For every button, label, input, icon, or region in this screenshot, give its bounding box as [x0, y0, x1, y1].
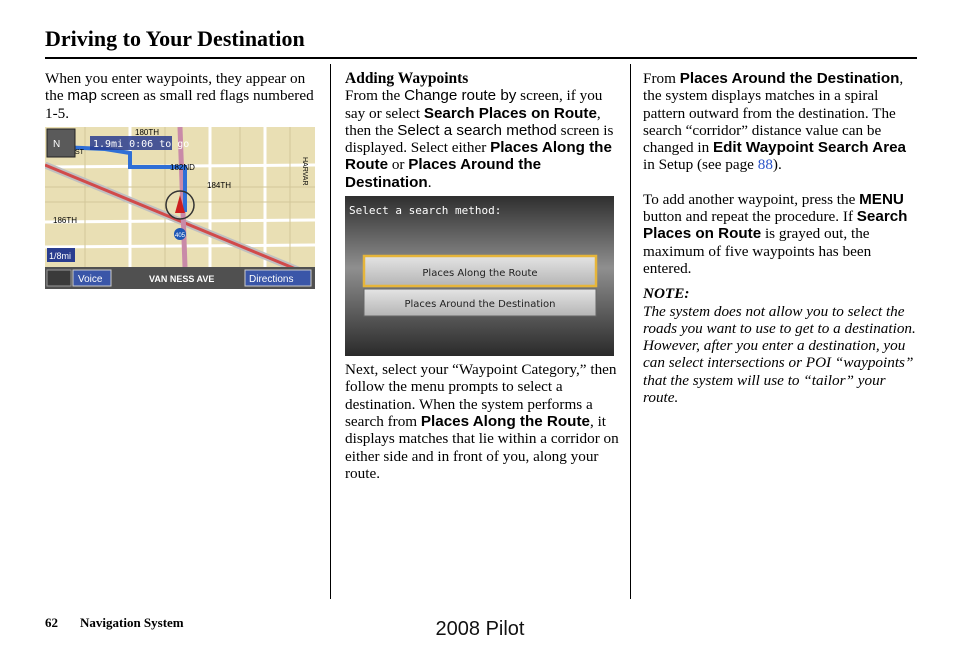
menu-header-text: Select a search method:	[349, 204, 502, 217]
term-edit-waypoint-search-area: Edit Waypoint Search Area	[713, 139, 906, 157]
term-search-places-on-route: Search Places on Route	[423, 104, 597, 122]
text-span: screen is displayed. Select either	[345, 121, 614, 157]
street-label-186th: 186TH	[53, 216, 78, 225]
note-label: NOTE:	[643, 285, 690, 303]
page-number: 62	[45, 615, 58, 630]
text-span: ).	[772, 156, 782, 174]
menu-option-along-route-label: Places Along the Route	[422, 268, 538, 279]
page-88-link[interactable]: 88	[757, 156, 773, 174]
term-places-along-the-route-2: Places Along the Route	[420, 412, 590, 430]
street-label-184th: 184TH	[207, 181, 232, 190]
term-menu-button: MENU	[859, 190, 904, 208]
map-scale: 1/8mi	[49, 251, 72, 261]
note-text: The system does not allow you to select the roads you want to use to get to a destination. However, after you enter a destination, you can select intersections or POI “waypoints” that the system will use to “tailor” your route.	[643, 302, 916, 407]
text-span: is grayed out, the maximum of five waypoints has been entered.	[643, 225, 872, 277]
menu-option-around-destination-label: Places Around the Destination	[404, 299, 556, 310]
column-3	[643, 70, 918, 406]
map-directions-label: Directions	[249, 274, 294, 285]
text-span: in Setup (see page	[643, 156, 758, 174]
term-places-around-the-destination-2: Places Around the Destination	[679, 70, 900, 87]
svg-text:N: N	[53, 139, 61, 150]
col2-paragraph-2	[345, 361, 620, 482]
text-span: From	[643, 70, 680, 87]
text-span: .	[427, 173, 432, 191]
text-span: , the system displays matches in a spiral pattern outward from the destination. The search “corridor” distance value can be changed in	[643, 70, 904, 157]
street-label-180th: 180TH	[135, 128, 160, 137]
street-label-182nd: 182ND	[170, 163, 195, 172]
text-span: screen, if you say or select	[345, 87, 603, 122]
text-span: , it displays matches that lie within a corridor on either side and in front of you, along your route.	[345, 412, 619, 482]
text-span: , then the	[345, 104, 601, 139]
text-span: or	[388, 156, 409, 174]
intro-paragraph	[45, 70, 317, 122]
navigation-map-image	[45, 127, 315, 289]
intro-text-a: When you enter waypoints, they appear on the	[45, 70, 306, 105]
column-divider-1	[330, 64, 331, 599]
col3-paragraph-2	[643, 191, 918, 277]
search-method-screen-image	[345, 196, 614, 356]
col3-paragraph-1	[643, 70, 918, 174]
column-divider-2	[630, 64, 631, 599]
map-voice-label: Voice	[78, 274, 103, 285]
map-current-street: VAN NESS AVE	[149, 274, 215, 284]
text-span: button and repeat the procedure. If	[643, 208, 857, 226]
text-span: From the	[345, 87, 405, 105]
column-1	[45, 70, 317, 122]
freeway-405-badge: 405	[175, 233, 186, 239]
intro-text-b: screen as small red flags numbered 1-5.	[45, 87, 314, 122]
adding-waypoints-heading: Adding Waypoints	[345, 70, 469, 87]
term-search-places-on-route-2: Search Places on Route	[643, 208, 908, 243]
term-places-around-the-destination: Places Around the Destination	[345, 156, 542, 191]
col2-paragraph-1	[345, 87, 620, 191]
text-span: To add another waypoint, press the	[643, 190, 860, 208]
term-places-along-the-route: Places Along the Route	[345, 139, 612, 174]
page-title: Driving to Your Destination	[45, 26, 305, 51]
text-span: Next, select your “Waypoint Category,” then follow the menu prompts to select a destination. When the system performs a search from	[345, 361, 617, 430]
street-label-harvard: HARVAR	[301, 157, 308, 186]
street-label-st: ST	[75, 149, 84, 156]
watermark: 2008 Pilot	[435, 618, 525, 640]
title-rule	[45, 57, 917, 59]
map-distance-chip: 1.9mi 0:06 to go	[93, 139, 190, 150]
term-select-a-search-method: Select a search method	[397, 121, 557, 139]
footer-section-name: Navigation System	[80, 615, 184, 630]
term-change-route-by: Change route by	[404, 87, 517, 105]
intro-map-term: map	[67, 87, 97, 105]
